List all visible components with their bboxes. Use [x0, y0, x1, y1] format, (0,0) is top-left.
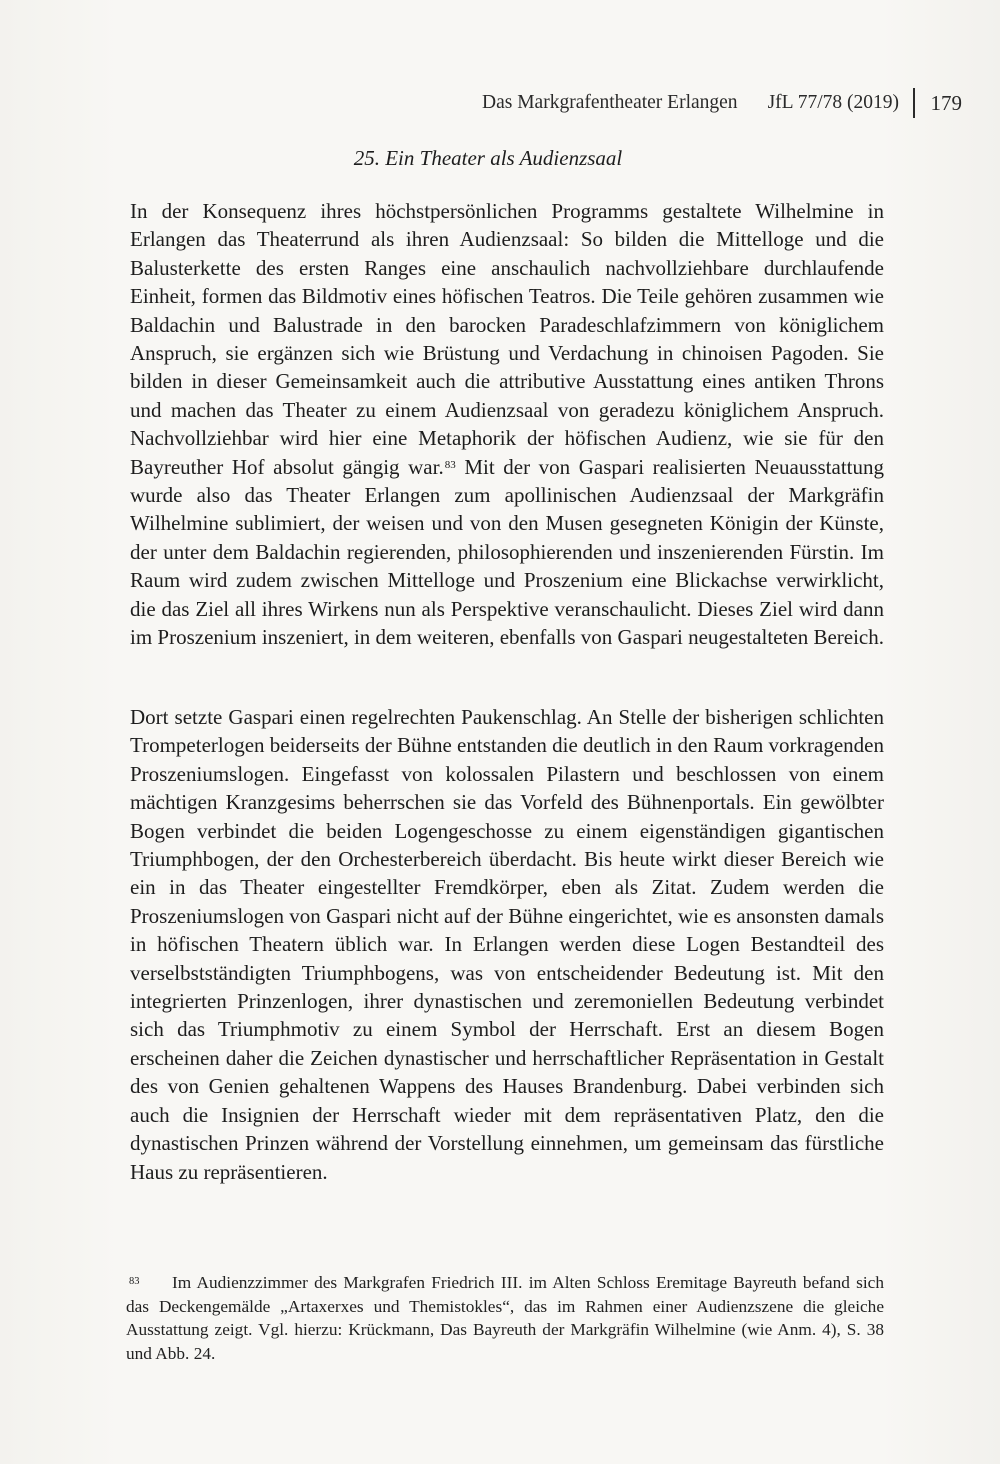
- paragraph-1-text: In der Konsequenz ihres höchstpersönlichen Programms gestaltete Wilhelmine in Erlangen das Theaterrund als ihren Audienzsaal: So bilden die Mittelloge und die Balusterkette des ersten Ranges eine anschaulich nachvollziehbare durchlaufende Einheit, formen das Bildmotiv eines höfischen Teatros. Die Teile gehören zusammen wie Baldachin und Balustrade in den barocken Paradeschlafzimmern von königlichem Anspruch, sie ergänzen sich wie Brüstung und Verdachung in chinoisen Pagoden. Sie bilden in dieser Gemeinsamkeit auch die attributive Ausstattung eines antiken Throns und machen das Theater zu einem Audienzsaal von geradezu königlichem Anspruch. Nachvollziehbar wird hier eine Metaphorik der höfischen Audienz, wie sie für den Bayreuther Hof absolut gängig war.: [130, 199, 884, 479]
- journal-citation: JfL 77/78 (2019): [767, 92, 899, 113]
- page-number: 179: [930, 90, 962, 115]
- header-divider: [913, 88, 915, 118]
- paragraph-2: [130, 703, 884, 1186]
- paragraph-2-text: Dort setzte Gaspari einen regelrechten Paukenschlag. An Stelle der bisherigen schlichten Trompeterlogen beiderseits der Bühne entstanden die deutlich in den Raum vorkragenden Proszeniumslogen. Eingefasst von kolossalen Pilastern und beschlossen von einem mächtigen Kranzgesims beherrschen sie das Vorfeld des Bühnenportals. Ein gewölbter Bogen verbindet die beiden Logengeschosse zu einem eigenständigen gigantischen Triumphbogen, der den Orchesterbereich überdacht. Bis heute wirkt dieser Bereich wie ein in das Theater eingestellter Fremdkörper, eben als Zitat. Zudem werden die Proszeniumslogen von Gaspari nicht auf der Bühne eingerichtet, wie es ansonsten damals in höfischen Theatern üblich war. In Erlangen werden diese Logen Bestandteil des verselbstständigten Triumphbogens, was von entscheidender Bedeutung ist. Mit den integrierten Prinzenlogen, ihrer dynastischen und zeremoniellen Bedeutung verbindet sich das Triumphmotiv zu einem Symbol der Herrschaft. Erst an diesem Bogen erscheinen daher die Zeichen dynastischer und herrschaftlicher Repräsentation in Gestalt des von Genien gehaltenen Wappens des Hauses Brandenburg. Dabei verbinden sich auch die Insignien der Herrschaft wieder mit dem repräsentativen Platz, den die dynastischen Prinzen während der Vorstellung einnehmen, um gemeinsam das fürstliche Haus zu repräsentieren.: [130, 705, 884, 1184]
- running-title: Das Markgrafentheater Erlangen: [482, 92, 738, 113]
- footnote: [126, 1271, 884, 1365]
- footnote-reference[interactable]: 83: [444, 458, 456, 471]
- section-heading: 25. Ein Theater als Audienzsaal: [353, 146, 623, 170]
- paragraph-1: [130, 197, 884, 652]
- footnote-number: 83: [129, 1276, 140, 1287]
- paragraph-1-continuation: Mit der von Gaspari realisierten Neuausstattung wurde also das Theater Erlangen zum apollinischen Audienzsaal der Markgräfin Wilhelmine sublimiert, der weisen und von den Musen gesegneten Königin der Künste, der unter dem Baldachin regierenden, philosophierenden und inszenierenden Fürstin. Im Raum wird zudem zwischen Mittelloge und Proszenium eine Blickachse verwirklicht, die das Ziel all ihres Wirkens nun als Perspektive veranschaulicht. Dieses Ziel wird dann im Proszenium inszeniert, in dem weiteren, ebenfalls von Gaspari neugestalteten Bereich.: [130, 454, 885, 650]
- footnote-text: Im Audienzzimmer des Markgrafen Friedrich III. im Alten Schloss Eremitage Bayreuth befand sich das Deckengemälde „Artaxerxes und Themistokles“, das im Rahmen einer Audienzszene die gleiche Ausstattung zeigt. Vgl. hierzu: Krückmann, Das Bayreuth der Markgräfin Wilhelmine (wie Anm. 4), S. 38 und Abb. 24.: [126, 1273, 884, 1363]
- running-header: [482, 88, 962, 118]
